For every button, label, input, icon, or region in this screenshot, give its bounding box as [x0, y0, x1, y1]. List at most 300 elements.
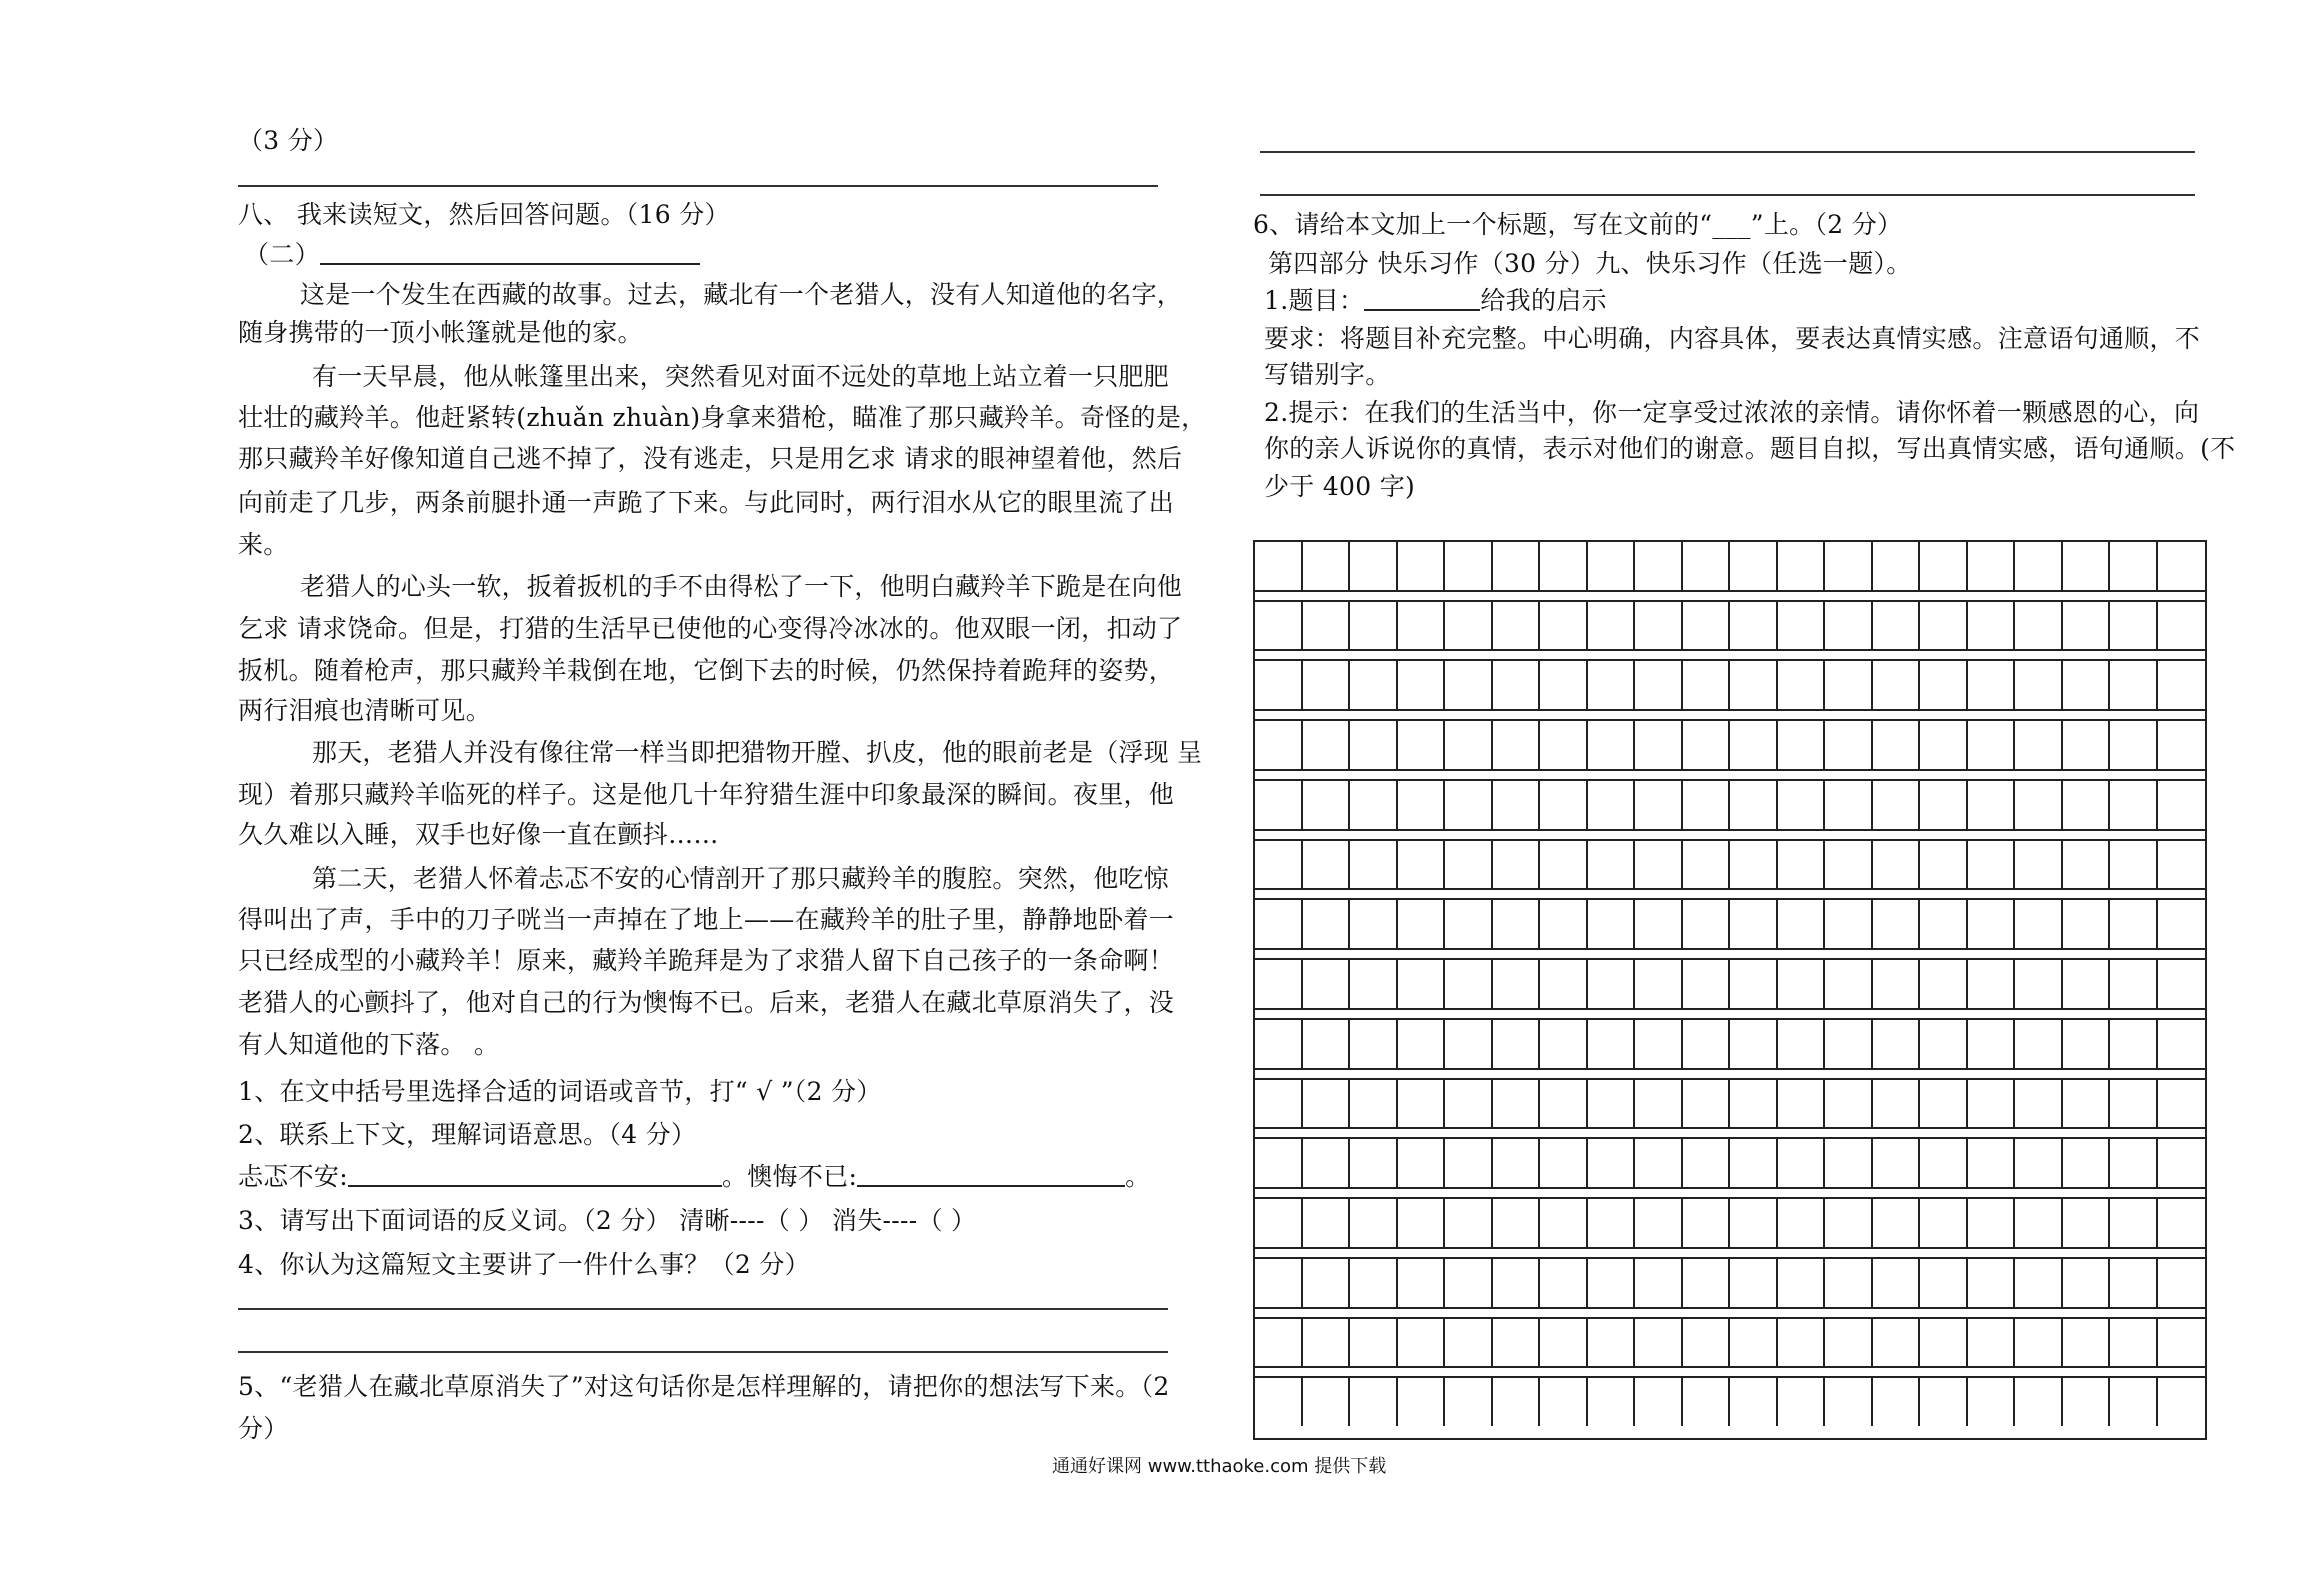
grid-cell[interactable] — [1303, 1080, 1351, 1128]
grid-cell[interactable] — [1635, 1080, 1683, 1128]
grid-cell[interactable] — [1445, 900, 1493, 948]
grid-cell[interactable] — [1255, 1378, 1303, 1426]
grid-cell[interactable] — [1873, 1259, 1921, 1307]
grid-row[interactable] — [1255, 841, 2205, 889]
grid-cell[interactable] — [1825, 542, 1873, 590]
grid-cell[interactable] — [2063, 1139, 2111, 1187]
grid-cell[interactable] — [1303, 661, 1351, 709]
grid-cell[interactable] — [1873, 841, 1921, 889]
answer-blank-aohui[interactable] — [857, 1184, 1125, 1187]
grid-cell[interactable] — [2063, 900, 2111, 948]
grid-cell[interactable] — [1303, 1319, 1351, 1367]
grid-cell[interactable] — [1778, 1378, 1826, 1426]
grid-cell[interactable] — [1540, 1020, 1588, 1068]
answer-line[interactable] — [1260, 194, 2195, 196]
grid-cell[interactable] — [1683, 1020, 1731, 1068]
grid-cell[interactable] — [1920, 721, 1968, 769]
grid-cell[interactable] — [1730, 841, 1778, 889]
grid-cell[interactable] — [1255, 781, 1303, 829]
grid-cell[interactable] — [1873, 781, 1921, 829]
grid-cell[interactable] — [1825, 602, 1873, 650]
grid-cell[interactable] — [1920, 1259, 1968, 1307]
grid-cell[interactable] — [1398, 960, 1446, 1008]
grid-cell[interactable] — [1350, 841, 1398, 889]
grid-cell[interactable] — [1778, 721, 1826, 769]
grid-cell[interactable] — [1635, 1319, 1683, 1367]
grid-cell[interactable] — [1255, 1319, 1303, 1367]
grid-cell[interactable] — [1493, 900, 1541, 948]
grid-cell[interactable] — [1920, 1139, 1968, 1187]
grid-cell[interactable] — [1968, 661, 2016, 709]
grid-cell[interactable] — [1303, 900, 1351, 948]
grid-cell[interactable] — [1493, 841, 1541, 889]
grid-cell[interactable] — [2015, 721, 2063, 769]
grid-cell[interactable] — [1445, 1139, 1493, 1187]
grid-cell[interactable] — [1588, 1139, 1636, 1187]
grid-cell[interactable] — [1350, 781, 1398, 829]
grid-cell[interactable] — [1825, 960, 1873, 1008]
grid-cell[interactable] — [1825, 1020, 1873, 1068]
grid-cell[interactable] — [1873, 1319, 1921, 1367]
grid-cell[interactable] — [1683, 1378, 1731, 1426]
grid-cell[interactable] — [1350, 1080, 1398, 1128]
grid-cell[interactable] — [1588, 1259, 1636, 1307]
grid-cell[interactable] — [1635, 1139, 1683, 1187]
grid-cell[interactable] — [1255, 661, 1303, 709]
grid-cell[interactable] — [2063, 960, 2111, 1008]
grid-cell[interactable] — [1540, 1378, 1588, 1426]
grid-cell[interactable] — [1968, 1259, 2016, 1307]
grid-cell[interactable] — [1588, 721, 1636, 769]
grid-cell[interactable] — [1873, 721, 1921, 769]
grid-cell[interactable] — [1920, 542, 1968, 590]
grid-cell[interactable] — [2063, 542, 2111, 590]
grid-cell[interactable] — [1303, 1020, 1351, 1068]
grid-cell[interactable] — [1350, 1139, 1398, 1187]
grid-row[interactable] — [1255, 1319, 2205, 1367]
grid-cell[interactable] — [1398, 602, 1446, 650]
grid-cell[interactable] — [1398, 1259, 1446, 1307]
grid-cell[interactable] — [1398, 1319, 1446, 1367]
grid-cell[interactable] — [2015, 1378, 2063, 1426]
grid-cell[interactable] — [1635, 1259, 1683, 1307]
grid-cell[interactable] — [1778, 900, 1826, 948]
grid-cell[interactable] — [1730, 542, 1778, 590]
grid-cell[interactable] — [1303, 542, 1351, 590]
grid-cell[interactable] — [1398, 1378, 1446, 1426]
grid-cell[interactable] — [1255, 841, 1303, 889]
grid-cell[interactable] — [2110, 1199, 2158, 1247]
grid-cell[interactable] — [1445, 1080, 1493, 1128]
grid-cell[interactable] — [1730, 602, 1778, 650]
grid-cell[interactable] — [2063, 1199, 2111, 1247]
grid-cell[interactable] — [1445, 721, 1493, 769]
grid-cell[interactable] — [1303, 841, 1351, 889]
grid-cell[interactable] — [2015, 1319, 2063, 1367]
grid-cell[interactable] — [1398, 1199, 1446, 1247]
grid-cell[interactable] — [2110, 1080, 2158, 1128]
grid-cell[interactable] — [2110, 1259, 2158, 1307]
grid-cell[interactable] — [1398, 900, 1446, 948]
grid-cell[interactable] — [1635, 1020, 1683, 1068]
grid-cell[interactable] — [1540, 1319, 1588, 1367]
grid-cell[interactable] — [2110, 900, 2158, 948]
grid-row[interactable] — [1255, 1259, 2205, 1307]
grid-cell[interactable] — [1968, 960, 2016, 1008]
grid-cell[interactable] — [1825, 841, 1873, 889]
grid-cell[interactable] — [1350, 1319, 1398, 1367]
grid-cell[interactable] — [1588, 841, 1636, 889]
grid-cell[interactable] — [1968, 1378, 2016, 1426]
grid-cell[interactable] — [1493, 1080, 1541, 1128]
grid-cell[interactable] — [1873, 900, 1921, 948]
grid-cell[interactable] — [1588, 602, 1636, 650]
grid-cell[interactable] — [1540, 960, 1588, 1008]
grid-cell[interactable] — [1255, 542, 1303, 590]
grid-cell[interactable] — [1493, 781, 1541, 829]
grid-cell[interactable] — [2063, 781, 2111, 829]
grid-cell[interactable] — [1445, 1020, 1493, 1068]
grid-cell[interactable] — [1445, 960, 1493, 1008]
grid-cell[interactable] — [2015, 542, 2063, 590]
grid-cell[interactable] — [2015, 602, 2063, 650]
grid-cell[interactable] — [1255, 721, 1303, 769]
grid-cell[interactable] — [1825, 661, 1873, 709]
grid-cell[interactable] — [2063, 661, 2111, 709]
grid-cell[interactable] — [1968, 841, 2016, 889]
grid-cell[interactable] — [1493, 1020, 1541, 1068]
grid-cell[interactable] — [1445, 602, 1493, 650]
answer-blank-tante[interactable] — [348, 1184, 722, 1187]
grid-cell[interactable] — [1255, 960, 1303, 1008]
grid-cell[interactable] — [1635, 1378, 1683, 1426]
grid-cell[interactable] — [1255, 1139, 1303, 1187]
grid-cell[interactable] — [1730, 1199, 1778, 1247]
grid-cell[interactable] — [2110, 1139, 2158, 1187]
grid-cell[interactable] — [1683, 602, 1731, 650]
grid-cell[interactable] — [1968, 1319, 2016, 1367]
grid-cell[interactable] — [1350, 721, 1398, 769]
grid-cell[interactable] — [1920, 781, 1968, 829]
grid-cell[interactable] — [1588, 1080, 1636, 1128]
grid-cell[interactable] — [1398, 542, 1446, 590]
grid-cell[interactable] — [2110, 721, 2158, 769]
grid-cell[interactable] — [1825, 781, 1873, 829]
grid-cell[interactable] — [1493, 721, 1541, 769]
grid-cell[interactable] — [1873, 542, 1921, 590]
grid-cell[interactable] — [1635, 841, 1683, 889]
grid-cell[interactable] — [1873, 1378, 1921, 1426]
grid-cell[interactable] — [1873, 602, 1921, 650]
grid-cell[interactable] — [1445, 661, 1493, 709]
grid-cell[interactable] — [1778, 1080, 1826, 1128]
grid-cell[interactable] — [1635, 602, 1683, 650]
grid-row[interactable] — [1255, 721, 2205, 769]
grid-cell[interactable] — [1683, 721, 1731, 769]
grid-cell[interactable] — [1445, 1259, 1493, 1307]
grid-cell[interactable] — [1540, 721, 1588, 769]
grid-cell[interactable] — [1825, 1199, 1873, 1247]
grid-cell[interactable] — [1683, 900, 1731, 948]
grid-cell[interactable] — [1730, 1319, 1778, 1367]
grid-cell[interactable] — [1873, 1020, 1921, 1068]
grid-cell[interactable] — [2015, 1080, 2063, 1128]
grid-cell[interactable] — [1778, 661, 1826, 709]
grid-cell[interactable] — [1350, 900, 1398, 948]
grid-cell[interactable] — [1920, 661, 1968, 709]
writing-grid[interactable] — [1253, 540, 2207, 1440]
grid-cell[interactable] — [2063, 1020, 2111, 1068]
grid-row[interactable] — [1255, 1080, 2205, 1128]
grid-cell[interactable] — [1398, 781, 1446, 829]
grid-cell[interactable] — [1445, 841, 1493, 889]
grid-cell[interactable] — [1588, 1378, 1636, 1426]
grid-cell[interactable] — [1683, 841, 1731, 889]
grid-cell[interactable] — [2015, 841, 2063, 889]
grid-cell[interactable] — [1303, 781, 1351, 829]
grid-cell[interactable] — [1730, 1378, 1778, 1426]
grid-cell[interactable] — [1825, 1319, 1873, 1367]
grid-cell[interactable] — [1730, 1020, 1778, 1068]
grid-cell[interactable] — [1873, 661, 1921, 709]
grid-cell[interactable] — [1540, 781, 1588, 829]
grid-cell[interactable] — [1683, 1259, 1731, 1307]
grid-cell[interactable] — [2015, 900, 2063, 948]
grid-cell[interactable] — [1730, 960, 1778, 1008]
grid-cell[interactable] — [1303, 1259, 1351, 1307]
grid-cell[interactable] — [2110, 841, 2158, 889]
grid-cell[interactable] — [1920, 602, 1968, 650]
grid-cell[interactable] — [1825, 1080, 1873, 1128]
grid-cell[interactable] — [1445, 1319, 1493, 1367]
grid-cell[interactable] — [1493, 1378, 1541, 1426]
grid-cell[interactable] — [1540, 900, 1588, 948]
grid-cell[interactable] — [1873, 1080, 1921, 1128]
grid-cell[interactable] — [1303, 602, 1351, 650]
answer-line[interactable] — [238, 1308, 1168, 1310]
answer-line[interactable] — [238, 185, 1158, 187]
grid-cell[interactable] — [1350, 1259, 1398, 1307]
grid-cell[interactable] — [1493, 602, 1541, 650]
grid-cell[interactable] — [1540, 1139, 1588, 1187]
answer-line[interactable] — [238, 1351, 1168, 1353]
grid-cell[interactable] — [2015, 781, 2063, 829]
grid-cell[interactable] — [1588, 1199, 1636, 1247]
grid-cell[interactable] — [1588, 542, 1636, 590]
grid-cell[interactable] — [2110, 602, 2158, 650]
grid-cell[interactable] — [1683, 1139, 1731, 1187]
grid-cell[interactable] — [1493, 1199, 1541, 1247]
grid-cell[interactable] — [1825, 721, 1873, 769]
grid-cell[interactable] — [1303, 960, 1351, 1008]
grid-cell[interactable] — [1303, 1378, 1351, 1426]
grid-cell[interactable] — [1493, 661, 1541, 709]
grid-cell[interactable] — [1683, 960, 1731, 1008]
title-blank[interactable] — [320, 262, 700, 265]
grid-cell[interactable] — [2015, 960, 2063, 1008]
grid-cell[interactable] — [1540, 1080, 1588, 1128]
grid-cell[interactable] — [1778, 781, 1826, 829]
grid-cell[interactable] — [1873, 960, 1921, 1008]
grid-row[interactable] — [1255, 1199, 2205, 1247]
grid-cell[interactable] — [2015, 1259, 2063, 1307]
grid-cell[interactable] — [1540, 1259, 1588, 1307]
grid-row[interactable] — [1255, 542, 2205, 590]
grid-row[interactable] — [1255, 1378, 2205, 1426]
grid-cell[interactable] — [1540, 602, 1588, 650]
grid-cell[interactable] — [1350, 1020, 1398, 1068]
grid-cell[interactable] — [1445, 1199, 1493, 1247]
grid-cell[interactable] — [1350, 1378, 1398, 1426]
grid-cell[interactable] — [1778, 602, 1826, 650]
grid-cell[interactable] — [1255, 1080, 1303, 1128]
grid-cell[interactable] — [1445, 542, 1493, 590]
grid-cell[interactable] — [1493, 960, 1541, 1008]
grid-cell[interactable] — [1350, 602, 1398, 650]
grid-cell[interactable] — [1873, 1139, 1921, 1187]
grid-cell[interactable] — [1920, 841, 1968, 889]
grid-cell[interactable] — [1635, 900, 1683, 948]
grid-cell[interactable] — [1683, 1199, 1731, 1247]
grid-cell[interactable] — [1730, 1139, 1778, 1187]
grid-cell[interactable] — [1920, 960, 1968, 1008]
grid-cell[interactable] — [1730, 1259, 1778, 1307]
grid-cell[interactable] — [2015, 1020, 2063, 1068]
grid-cell[interactable] — [1825, 1139, 1873, 1187]
grid-cell[interactable] — [1968, 781, 2016, 829]
grid-cell[interactable] — [1350, 542, 1398, 590]
grid-cell[interactable] — [1635, 542, 1683, 590]
grid-cell[interactable] — [2063, 721, 2111, 769]
grid-row[interactable] — [1255, 960, 2205, 1008]
grid-row[interactable] — [1255, 781, 2205, 829]
grid-cell[interactable] — [1303, 721, 1351, 769]
grid-cell[interactable] — [1683, 542, 1731, 590]
grid-cell[interactable] — [1255, 1199, 1303, 1247]
grid-cell[interactable] — [1588, 1020, 1636, 1068]
grid-cell[interactable] — [1968, 1020, 2016, 1068]
grid-cell[interactable] — [1635, 960, 1683, 1008]
grid-cell[interactable] — [2063, 602, 2111, 650]
grid-cell[interactable] — [1635, 661, 1683, 709]
grid-cell[interactable] — [1968, 721, 2016, 769]
grid-cell[interactable] — [2110, 542, 2158, 590]
grid-cell[interactable] — [2015, 1139, 2063, 1187]
grid-cell[interactable] — [1778, 542, 1826, 590]
grid-cell[interactable] — [1778, 1139, 1826, 1187]
grid-cell[interactable] — [1873, 1199, 1921, 1247]
grid-cell[interactable] — [1350, 661, 1398, 709]
grid-cell[interactable] — [1730, 661, 1778, 709]
grid-cell[interactable] — [1588, 661, 1636, 709]
grid-cell[interactable] — [1683, 1319, 1731, 1367]
grid-cell[interactable] — [2110, 1378, 2158, 1426]
grid-cell[interactable] — [1778, 1319, 1826, 1367]
grid-cell[interactable] — [1493, 542, 1541, 590]
grid-cell[interactable] — [2110, 781, 2158, 829]
grid-cell[interactable] — [2015, 661, 2063, 709]
grid-cell[interactable] — [1778, 841, 1826, 889]
grid-cell[interactable] — [1303, 1139, 1351, 1187]
grid-cell[interactable] — [1920, 1020, 1968, 1068]
grid-cell[interactable] — [1350, 960, 1398, 1008]
grid-cell[interactable] — [1778, 1020, 1826, 1068]
grid-cell[interactable] — [1255, 1259, 1303, 1307]
answer-line[interactable] — [1260, 151, 2195, 153]
grid-cell[interactable] — [1540, 661, 1588, 709]
grid-cell[interactable] — [1445, 1378, 1493, 1426]
grid-cell[interactable] — [1778, 960, 1826, 1008]
grid-cell[interactable] — [1350, 1199, 1398, 1247]
grid-cell[interactable] — [1730, 1080, 1778, 1128]
grid-cell[interactable] — [1778, 1259, 1826, 1307]
grid-cell[interactable] — [1398, 841, 1446, 889]
grid-cell[interactable] — [2063, 1259, 2111, 1307]
grid-cell[interactable] — [1968, 542, 2016, 590]
grid-cell[interactable] — [1255, 602, 1303, 650]
grid-row[interactable] — [1255, 900, 2205, 948]
grid-cell[interactable] — [1920, 900, 1968, 948]
grid-cell[interactable] — [1968, 1080, 2016, 1128]
grid-cell[interactable] — [1968, 1199, 2016, 1247]
grid-cell[interactable] — [1920, 1378, 1968, 1426]
grid-cell[interactable] — [1730, 900, 1778, 948]
grid-cell[interactable] — [1303, 1199, 1351, 1247]
topic-blank[interactable] — [1364, 308, 1480, 311]
grid-cell[interactable] — [1683, 1080, 1731, 1128]
grid-cell[interactable] — [1920, 1319, 1968, 1367]
grid-cell[interactable] — [1825, 900, 1873, 948]
grid-cell[interactable] — [2063, 841, 2111, 889]
grid-cell[interactable] — [2110, 661, 2158, 709]
grid-cell[interactable] — [1778, 1199, 1826, 1247]
grid-cell[interactable] — [1968, 1139, 2016, 1187]
grid-cell[interactable] — [2063, 1080, 2111, 1128]
grid-cell[interactable] — [1683, 781, 1731, 829]
grid-cell[interactable] — [1493, 1139, 1541, 1187]
grid-cell[interactable] — [1588, 1319, 1636, 1367]
grid-cell[interactable] — [1398, 1080, 1446, 1128]
grid-cell[interactable] — [2063, 1378, 2111, 1426]
grid-cell[interactable] — [1255, 1020, 1303, 1068]
grid-cell[interactable] — [1493, 1259, 1541, 1307]
grid-cell[interactable] — [2110, 1020, 2158, 1068]
grid-cell[interactable] — [1540, 841, 1588, 889]
grid-cell[interactable] — [1255, 900, 1303, 948]
grid-cell[interactable] — [2110, 1319, 2158, 1367]
grid-row[interactable] — [1255, 1020, 2205, 1068]
grid-cell[interactable] — [1445, 781, 1493, 829]
grid-cell[interactable] — [1398, 721, 1446, 769]
grid-cell[interactable] — [1588, 900, 1636, 948]
grid-cell[interactable] — [1730, 721, 1778, 769]
grid-cell[interactable] — [1635, 781, 1683, 829]
grid-cell[interactable] — [1683, 661, 1731, 709]
grid-cell[interactable] — [1730, 781, 1778, 829]
grid-row[interactable] — [1255, 1139, 2205, 1187]
grid-cell[interactable] — [1968, 900, 2016, 948]
grid-cell[interactable] — [1825, 1259, 1873, 1307]
grid-cell[interactable] — [1588, 960, 1636, 1008]
grid-cell[interactable] — [1920, 1199, 1968, 1247]
grid-cell[interactable] — [1825, 1378, 1873, 1426]
grid-cell[interactable] — [1398, 1139, 1446, 1187]
grid-cell[interactable] — [2063, 1319, 2111, 1367]
grid-cell[interactable] — [1398, 661, 1446, 709]
grid-row[interactable] — [1255, 602, 2205, 650]
grid-row[interactable] — [1255, 661, 2205, 709]
grid-cell[interactable] — [2110, 960, 2158, 1008]
